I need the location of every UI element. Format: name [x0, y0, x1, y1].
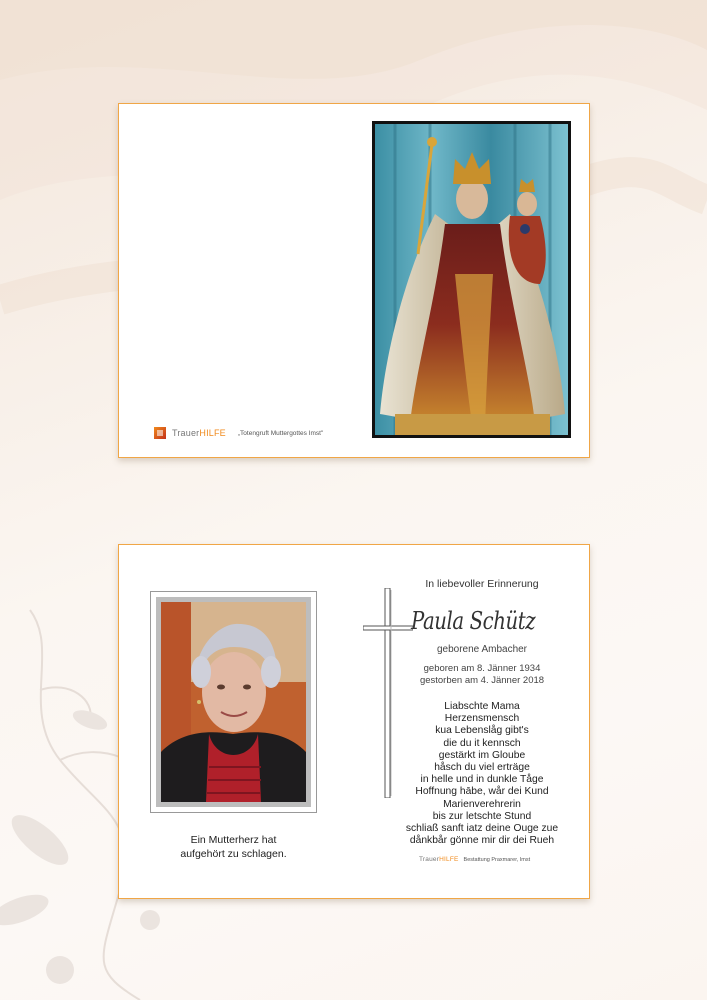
- trauerhilfe-logo: [154, 427, 323, 439]
- card-back: [118, 544, 590, 899]
- trauerhilfe-logo-icon: [154, 427, 166, 439]
- birth-name: geborene Ambacher: [436, 644, 528, 655]
- brand-hilfe-text: HILFE: [199, 428, 226, 438]
- card-front: [118, 103, 590, 458]
- trauerhilfe-logo: [419, 856, 530, 863]
- poem-line: dånkbår gönne mir dir dei Rueh: [409, 835, 555, 847]
- poem-line: schliaß sanft iatz deine Ouge zue: [405, 823, 559, 835]
- brand-trauer-text: Trauer: [419, 856, 440, 863]
- image-caption: „Totengruft Muttergottes Imst": [237, 429, 324, 437]
- photo-caption-line2: aufgehört zu schlagen.: [180, 848, 287, 860]
- poem-line: in helle und in dunkle Tåge: [420, 774, 544, 786]
- poem-line: kua Lebenslåg gibt's: [435, 725, 529, 737]
- poem-line: Hoffnung hābe, wår dei Kund: [415, 786, 549, 798]
- deceased-name: Paula Schütz: [411, 607, 536, 635]
- poem-line: die du it kennsch: [443, 737, 521, 749]
- brand-hilfe-text: HILFE: [439, 856, 459, 863]
- brand-trauer-text: Trauer: [172, 428, 200, 438]
- died-date: gestorben am 4. Jänner 2018: [419, 675, 545, 686]
- funeral-home: Bestattung Praxmarer, Imst: [463, 856, 531, 863]
- madonna-image: [372, 121, 571, 438]
- poem-line: Liabschte Mama: [444, 701, 520, 712]
- born-date: geboren am 8. Jänner 1934: [423, 663, 541, 674]
- remembrance-heading: In liebevoller Erinnerung: [425, 578, 539, 590]
- poem-line: Marienverehrerin: [443, 798, 521, 810]
- life-dates: [409, 663, 555, 687]
- photo-caption-line1: Ein Mutterherz hat: [190, 834, 277, 846]
- photo-caption: [150, 833, 317, 861]
- poem-line: bis zur letschte Stund: [432, 810, 532, 822]
- poem-line: håsch du viel erträge: [434, 762, 530, 774]
- portrait-photo: [156, 597, 311, 807]
- poem-line: gestärkt im Gloube: [438, 749, 526, 761]
- poem-line: Herzensmensch: [444, 713, 520, 725]
- portrait-frame: [150, 591, 317, 813]
- poem: [389, 701, 575, 847]
